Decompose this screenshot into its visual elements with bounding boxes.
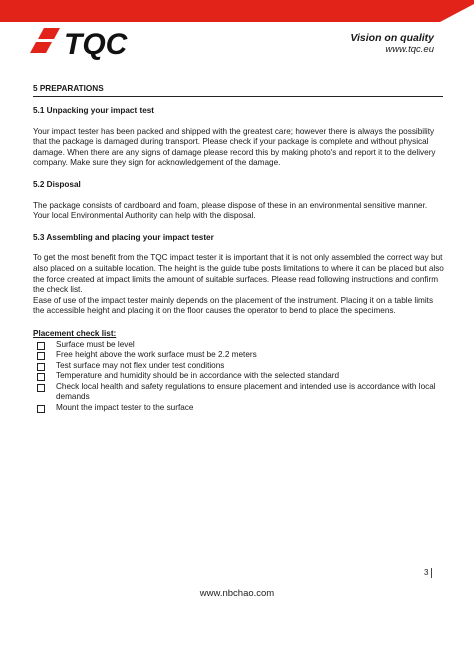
checklist-item [33, 340, 445, 351]
tagline-slogan: Vision on quality [350, 32, 434, 44]
document-body [33, 106, 445, 414]
checkbox-icon[interactable] [37, 342, 45, 350]
checklist-item [33, 403, 445, 414]
checklist-item-text: Mount the impact tester to the surface [56, 403, 194, 413]
header-red-band [0, 0, 474, 22]
checklist-item-text: Surface must be level [56, 339, 135, 349]
checklist-item [33, 350, 445, 361]
checklist-item [33, 371, 445, 382]
paragraph-unpacking: Your impact tester has been packed and shipped with the greatest care; however there is always the possibility that the package is damaged during transport. Please check if your package is complete and without physical damage. When there are any signs of damage please record this by making photo's and report it to the delivery company. Make sure they sign for acknowledgement of the damage. [33, 126, 436, 168]
checklist-item-text: Test surface may not flex under test conditions [56, 360, 225, 370]
tqc-logo [30, 26, 142, 62]
footer-url[interactable]: www.nbchao.com [199, 588, 275, 599]
heading-unpacking: 5.1 Unpacking your impact test [33, 106, 155, 115]
checkbox-icon[interactable] [37, 352, 45, 360]
checkbox-icon[interactable] [37, 405, 45, 413]
checklist-title: Placement check list: [33, 328, 117, 338]
checkbox-icon[interactable] [37, 384, 45, 392]
placement-checklist [33, 340, 445, 414]
header-tagline [350, 33, 434, 55]
paragraph-disposal: The package consists of cardboard and foam, please dispose of these in an environmental sensitive manner. Your local Environmental Authority can help with the disposal. [33, 200, 428, 221]
checklist-item-text: Check local health and safety regulations to ensure placement and intended use is accordance with local demands [56, 381, 436, 402]
page-number-divider [431, 568, 432, 578]
page-number-text: 3 [424, 568, 429, 578]
page-number [424, 568, 432, 578]
checklist-item [33, 361, 445, 372]
checklist-item-text: Free height above the work surface must be 2.2 meters [56, 350, 257, 360]
logo-text: TQC [64, 28, 128, 61]
paragraph-assembling-1: To get the most benefit from the TQC impact tester it is important that it is not only assembled the correct way but also placed on a suitable location. The height is the guide tube posts limitations to where it can be placed but also the force created at impact limits the amount of suitable surfaces. Please read following instructions and confirm the check list. [33, 253, 444, 295]
checkbox-icon[interactable] [37, 373, 45, 381]
heading-assembling: 5.3 Assembling and placing your impact tester [33, 232, 214, 242]
checkbox-icon[interactable] [37, 363, 45, 371]
paragraph-assembling-2: Ease of use of the impact tester mainly depends on the placement of the instrument. Placing it on a table limits the accessible height and placing it on the floor causes the operator to bend to place the specimens. [33, 295, 434, 316]
checklist-item-text: Temperature and humidity should be in accordance with the selected standard [56, 371, 340, 381]
heading-disposal: 5.2 Disposal [33, 179, 81, 189]
tagline-url: www.tqc.eu [385, 44, 434, 55]
checklist-item [33, 382, 445, 403]
section-title: 5 PREPARATIONS [33, 84, 443, 97]
